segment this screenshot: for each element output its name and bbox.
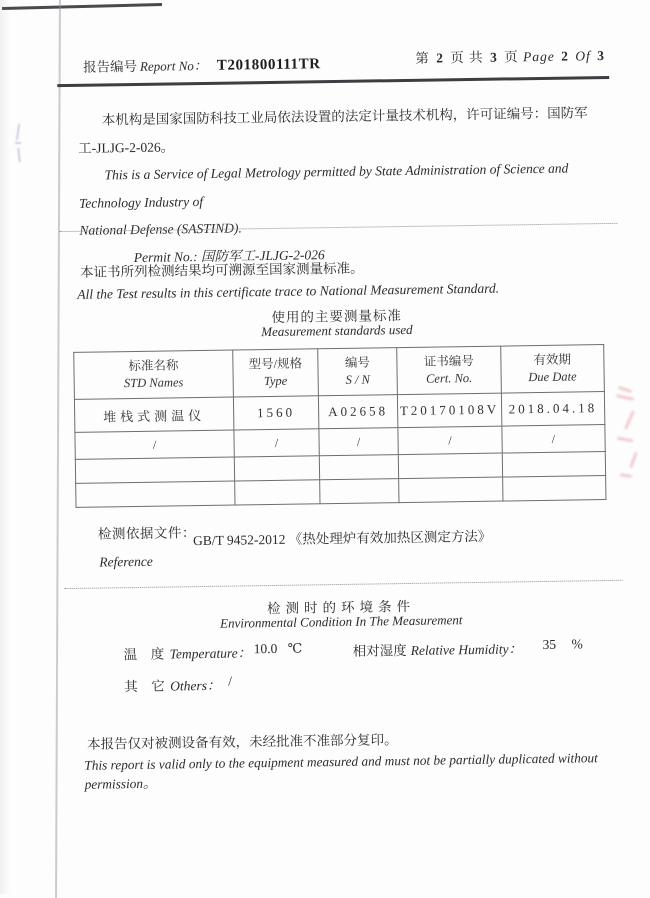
measurement-standards-table <box>73 344 606 508</box>
humidity-label-en: Relative Humidity： <box>410 641 523 658</box>
red-stamp-remnant <box>614 386 648 482</box>
pagination <box>415 44 607 67</box>
page-en-of: Of <box>575 48 591 64</box>
cell-sn: A02658 <box>318 395 398 429</box>
col-header-std-names: 标准名称 STD Names <box>74 350 234 399</box>
report-number-line <box>83 52 321 77</box>
page-number: 2 <box>436 50 445 66</box>
cell-cert-no: T20170108V <box>398 393 502 428</box>
table-header-row <box>74 345 605 400</box>
reference-value: GB/T 9452-2012 《热处理炉有效加热区测定方法》 <box>192 528 492 549</box>
page-zh-suffix: 页 <box>504 49 519 65</box>
validity-statement-zh: 本报告仅对被测设备有效，未经批准不准部分复印。 <box>86 732 398 752</box>
temperature-unit: ℃ <box>287 640 303 656</box>
page-content <box>56 0 621 898</box>
report-no-label-zh: 报告编号 <box>82 58 138 75</box>
intro-zh: 本机构是国家国防科技工业局依法设置的法定计量技术机构，许可证编号：国防军工-JLJG-2-026。 <box>78 105 588 156</box>
col-header-type: 型号/规格 Type <box>233 349 318 397</box>
section-divider <box>65 580 622 589</box>
humidity-value: 35 <box>542 636 557 652</box>
permit-label: Permit No.: <box>133 248 198 265</box>
page-zh-prefix: 第 <box>415 50 430 66</box>
cell-sn: / <box>319 428 399 456</box>
standards-title-en: Measurement standards used <box>261 321 413 340</box>
environment-title-en: Environmental Condition In The Measurement <box>219 612 463 631</box>
page-total: 3 <box>489 49 498 65</box>
cell-std-name: 堆栈式测温仪 <box>74 397 233 432</box>
reference-label-zh: 检测依据文件： <box>97 525 197 542</box>
cell-type: 1560 <box>233 396 318 430</box>
scan-left-shade <box>0 0 10 894</box>
temperature-label-en: Temperature： <box>169 645 252 662</box>
traceability-zh: 本证书所列检测结果均可溯源至国家测量标准。 <box>79 260 364 280</box>
cell-cert-no: / <box>398 426 502 455</box>
humidity-label-zh: 相对湿度 <box>352 643 407 659</box>
page-zh-mid: 页 共 <box>450 49 484 66</box>
page-en-number: 2 <box>561 48 569 64</box>
temperature-value: 10.0 <box>253 640 278 657</box>
cell-due-date: 2018.04.18 <box>501 392 605 427</box>
humidity-unit: % <box>571 636 583 652</box>
page-en-label: Page <box>522 48 555 65</box>
standards-title-zh: 使用的主要测量标准 <box>271 308 403 325</box>
validity-statement-en: This report is valid only to the equipment measured and must not be partially duplicated without permission。 <box>84 750 598 792</box>
col-header-sn: 编号 S / N <box>318 348 398 396</box>
ink-smudge <box>14 122 26 170</box>
page-header <box>57 44 609 80</box>
temperature-label-zh: 温 度 <box>123 646 165 663</box>
col-header-due-date: 有效期 Due Date <box>500 345 604 394</box>
cell-type: / <box>234 429 319 457</box>
intro-en-line1: This is a Service of Legal Metrology permitted by State Administration of Science and Technology Industry of <box>78 160 569 211</box>
environment-title-zh: 检测时的环境条件 <box>266 598 416 617</box>
others-label-en: Others： <box>170 677 221 694</box>
environment-row-others <box>66 668 618 696</box>
others-value: / <box>228 673 233 689</box>
reference-label-en: Reference <box>99 553 153 570</box>
col-header-cert-no: 证书编号 Cert. No. <box>397 346 501 395</box>
cell-std-name: / <box>75 430 234 459</box>
intro-en-line2: National Defense (SASTIND). <box>79 220 242 238</box>
others-label-zh: 其 它 <box>124 678 165 695</box>
intro-paragraph <box>78 99 596 272</box>
report-number: T201800111TR <box>216 56 321 74</box>
traceability-en: All the Test results in this certificate trace to National Measurement Standard. <box>77 280 500 302</box>
environment-row-temperature <box>66 636 618 664</box>
page-en-total: 3 <box>597 48 605 64</box>
permit-value: 国防军工-JLJG-2-026 <box>200 246 325 264</box>
report-no-label-en: Report No： <box>139 57 207 74</box>
cell-due-date: / <box>502 425 606 454</box>
